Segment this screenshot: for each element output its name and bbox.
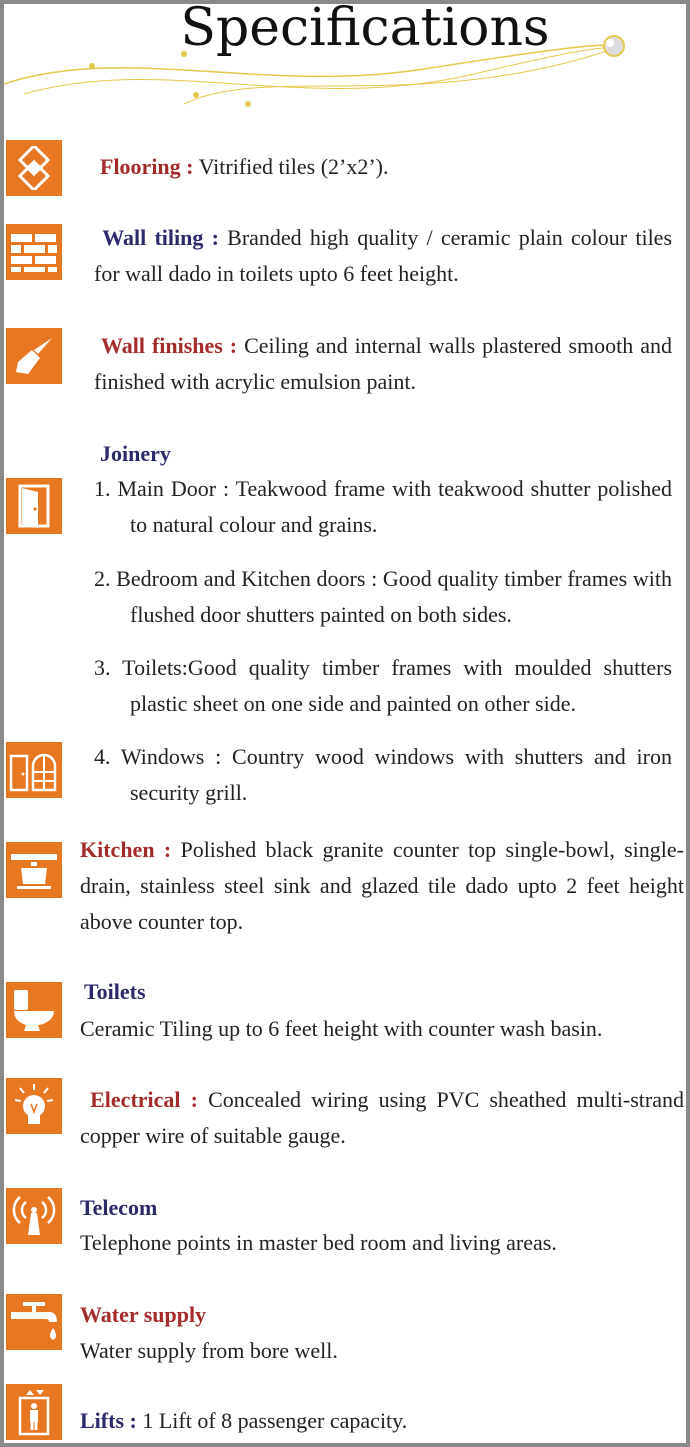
water-tap-icon	[6, 1294, 62, 1350]
flooring-spec	[100, 149, 676, 185]
toilets-heading: Toilets	[84, 979, 146, 1004]
paint-brush-icon	[6, 328, 62, 384]
water-supply-text: Water supply from bore well.	[80, 1338, 338, 1363]
joinery-item-4: 4. Windows : Country wood windows with shutters and iron security grill.	[94, 744, 672, 805]
wall-tiling-spec	[94, 220, 672, 292]
cooking-pot-icon	[6, 842, 62, 898]
lifts-spec	[80, 1403, 680, 1439]
kitchen-label: Kitchen :	[80, 837, 172, 862]
lifts-label: Lifts :	[80, 1408, 137, 1433]
flooring-text: Vitrified tiles (2’x2’).	[193, 154, 389, 179]
kitchen-spec	[80, 832, 684, 940]
wall-finishes-text: Ceiling and internal walls plastered smooth and finished with acrylic emulsion paint.	[94, 333, 672, 394]
electrical-spec	[80, 1082, 684, 1154]
window-icon	[6, 742, 62, 798]
brick-wall-icon	[6, 224, 62, 280]
wall-finishes-label: Wall finishes :	[100, 333, 238, 358]
water-supply-heading: Water supply	[80, 1302, 207, 1327]
flooring-label: Flooring :	[100, 154, 194, 179]
lifts-text: 1 Lift of 8 passenger capacity.	[136, 1408, 408, 1433]
electrical-text: Concealed wiring using PVC sheathed multi-strand copper wire of suitable gauge.	[80, 1087, 684, 1148]
telecom-text: Telephone points in master bed room and living areas.	[80, 1230, 557, 1255]
lift-icon	[6, 1384, 62, 1440]
antenna-icon	[6, 1188, 62, 1244]
joinery-item-3: 3. Toilets:Good quality timber frames with moulded shutters plastic sheet on one side and painted on other side.	[94, 655, 672, 716]
telecom-heading: Telecom	[80, 1195, 158, 1220]
toilets-text: Ceramic Tiling up to 6 feet height with counter wash basin.	[80, 1016, 603, 1041]
joinery-item-2: 2. Bedroom and Kitchen doors : Good quality timber frames with flushed door shutters painted on both sides.	[94, 566, 672, 627]
electrical-label: Electrical :	[90, 1087, 198, 1112]
wall-finishes-spec	[94, 328, 672, 400]
kitchen-text: Polished black granite counter top single-bowl, single-drain, stainless steel sink and glazed tile dado upto 2 feet height above counter top.	[80, 837, 684, 934]
light-bulb-icon	[6, 1078, 62, 1134]
joinery-item-1: 1. Main Door : Teakwood frame with teakwood shutter polished to natural colour and grains.	[94, 476, 672, 537]
wall-tiling-text: Branded high quality / ceramic plain colour tiles for wall dado in toilets upto 6 feet height.	[94, 225, 673, 286]
joinery-heading: Joinery	[100, 441, 171, 466]
page-title: Specifications	[180, 0, 550, 58]
tile-pattern-icon	[6, 140, 62, 196]
wall-tiling-label: Wall tiling :	[102, 225, 219, 250]
toilet-icon	[6, 982, 62, 1038]
door-icon	[6, 478, 62, 534]
